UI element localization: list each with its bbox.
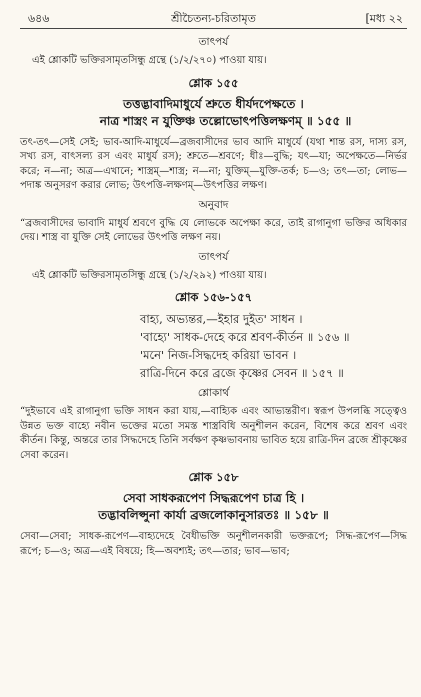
word-synonyms: সেবা—সেবা; সাধক-রূপেণ—বাহ্যদেহে বৈধীভক্তি অনুশীলনকারী ভক্তরূপে; সিদ্ধ-রূপেণ—সিদ্ধ রূপে; চ—ও; অত্র—এই বিষয়ে; হি—অবশ্যই; তৎ—তার; ভাব—ভাব; [20,531,407,557]
word-synonyms: তৎ-তৎ—সেই সেই; ভাব-আদি-মাধুর্যে—ব্রজবাসীদের ভাব আদি মাধুর্যে (যথা শান্ত রস, দাস্য রস, সখ্য রস, বাৎসল্য রস এবং মাধুর্য রস); শ্রুতে—শ্রবণে; ধীঃ—বুদ্ধি; যৎ—যা; অপেক্ষতে—নির্ভর করে; ন—না; অত্র—এখানে; শাস্ত্রম্—শাস্ত্র; ন—না; যুক্তিম্—যুক্তি-তর্ক; চ—ও; তৎ—তা; লোভ—পদাঙ্ক অনুসরণ করার লোভ; উৎপত্তি-লক্ষণম্—উৎপত্তির লক্ষণ। [20,136,407,191]
verse-line: 'মনে' নিজ-সিদ্ধদেহ করিয়া ভাবন । [140,348,297,362]
page-number: ৬৪৬ [28,12,50,25]
verse-line: বাহ্য, অভ্যন্তর,—ইহার দুইত' সাধন । [140,312,303,326]
verse-meaning-heading: শ্লোকার্থ [197,387,230,399]
purport-text: এই শ্লোকটি ভক্তিরসামৃতসিন্ধু গ্রন্থে (১/২/২৯২) পাওয়া যায়। [32,269,267,281]
sanskrit-verse [20,490,407,524]
verse-number-heading: শ্লোক ১৫৬-১৫৭ [174,290,253,304]
translation-heading: অনুবাদ [198,198,229,211]
verse-number-heading: শ্লোক ১৫৫ [188,75,239,90]
verse-line: রাত্রি-দিনে করে ব্রজে কৃষ্ণের সেবন ॥ ১৫৭ ॥ [140,366,344,380]
verse-meaning-text: “দুইভাবে এই রাগানুগা ভক্তি সাধন করা যায়,—বাহ্যিক এবং আভ্যন্তরীণ। স্বরূপ উপলব্ধি সত্ত্বেও উন্নত ভক্ত বাহ্যে নবীন ভক্তের মতো সমস্ত শাস্ত্রবিধি অনুশীলন করেন, বিশেষ করে শ্রবণ এবং কীর্তন। কিন্তু, অন্তরে তার সিদ্ধদেহে তিনি সর্বক্ষণ কৃষ্ণভাবনায় ভাবিত হয়ে রাত্রি-দিন ব্রজে শ্রীকৃষ্ণের সেবা করেন। [20,406,407,461]
purport-heading: তাৎপর্য [198,36,229,48]
verse-line: সেবা সাধকরূপেণ সিদ্ধরূপেণ চাত্র হি । [122,491,305,505]
running-title: শ্রীচৈতন্য-চরিতামৃত [171,12,256,25]
verse-line: তদ্ভাবলিপ্সুনা কার্যা ব্রজলোকানুসারতঃ ॥ ১৫৮ ॥ [98,508,329,522]
verse-line: 'বাহ্যে' সাধক-দেহে করে শ্রবণ-কীর্তন ॥ ১৫৬ ॥ [140,330,350,344]
purport-heading: তাৎপর্য [198,250,229,263]
sanskrit-verse [20,96,407,130]
verse-line: তত্তদ্ভাবাদিমাধুর্যে শ্রুতে ধীর্যদপেক্ষতে । [123,96,304,111]
purport-text: এই শ্লোকটি ভক্তিরসামৃতসিন্ধু গ্রন্থে (১/২/২৭০) পাওয়া যায়। [32,55,267,66]
translation-text: “ব্রজবাসীদের ভাবাদি মাধুর্য শ্রবণে বুদ্ধি যে লোভকে অপেক্ষা করে, তাই রাগানুগা ভক্তির অধিকার দেয়। শাস্ত্র বা যুক্তি সেই লোভের উৎপত্তি লক্ষণ নয়। [20,217,407,243]
section-marker: [মধ্য ২২ [365,12,403,25]
verse-number-heading: শ্লোক ১৫৮ [188,470,239,484]
bengali-verse [20,310,407,382]
page-header [20,6,407,28]
verse-line: নাত্র শাস্ত্রং ন যুক্তিঞ্চ তল্লোভোৎপত্তিলক্ষণম্‌ ॥ ১৫৫ ॥ [99,113,352,128]
